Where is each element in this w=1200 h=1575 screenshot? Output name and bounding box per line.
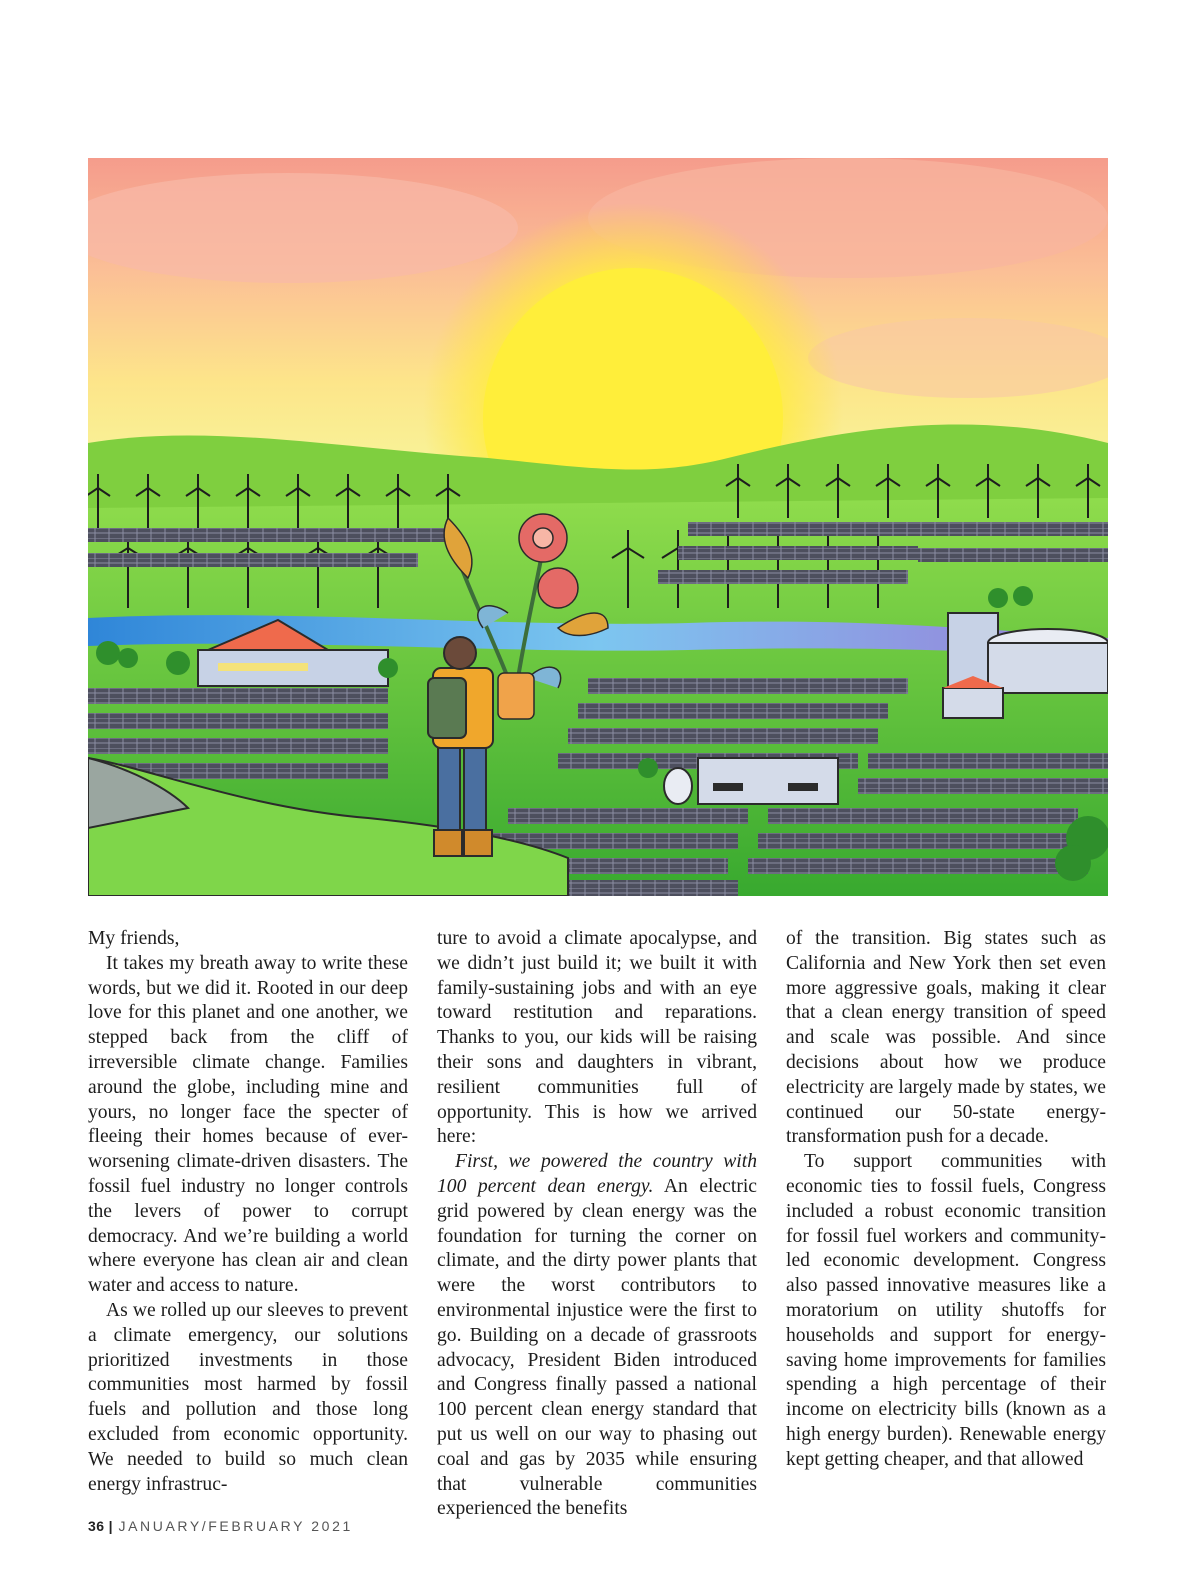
paragraph: ture to avoid a climate apocalypse, and we didn’t just build it; we built it with family-sustaining jobs and with an eye toward restitution and reparations. Thanks to you, our kids will be raising their sons and daughters in vibrant, resilient communities full of opportunity. This is how we arrived here: — [437, 928, 757, 1148]
paragraph-body: An electric grid powered by clean energy was the foundation for turning the corner on climate, and the dirty power plants that were the worst contributors to environmental injustice were the first to go. Building on a decade of grassroots advocacy, President Biden introduced and Congress finally passed a national 100 percent clean energy standard that put us well on our way to phasing out coal and gas by 2035 while ensuring that vulnerable communities experienced the benefits — [437, 1175, 757, 1520]
issue-date: JANUARY/FEBRUARY 2021 — [118, 1518, 353, 1534]
paragraph: As we rolled up our sleeves to prevent a climate emergency, our solutions prioritized investments in those communities most harmed by fossil fuels and pollution and those long excluded from economic opportunity. We needed to build so much clean energy infrastruc- — [88, 1299, 408, 1495]
folio-separator: | — [108, 1518, 113, 1534]
hero-illustration — [88, 158, 1108, 896]
article-column-1 — [88, 927, 408, 1497]
paragraph — [437, 1150, 757, 1522]
paragraph: To support communities with economic ties to fossil fuels, Congress included a robust economic transition for fossil fuel workers and community-led economic development. Congress also passed innovative measures like a moratorium on utility shutoffs for households and support for energy-saving home improvements for families spending a high percentage of their income on electricity bills (known as a high energy burden). Renewable energy kept getting cheaper, and that allowed — [786, 1151, 1106, 1470]
page-number: 36 — [88, 1518, 105, 1534]
article-column-3 — [786, 927, 1106, 1473]
paragraph: It takes my breath away to write these words, but we did it. Rooted in our deep love for this planet and one another, we stepped back from the cliff of irreversible climate change. Families around the globe, including mine and yours, no longer face the specter of fleeing their homes because of ever-worsening climate-driven disasters. The fossil fuel industry no longer controls the levers of power to corrupt democracy. And we’re building a world where everyone has clean air and clean water and access to nature. — [88, 952, 408, 1297]
article-column-2 — [437, 927, 757, 1522]
paragraph: of the transition. Big states such as California and New York then set even more aggressive goals, making it clear that a clean energy transition of speed and scale was possible. And since decisions about how we produce electricity are largely made by states, we continued our 50-state energy-transformation push for a decade. — [786, 928, 1106, 1148]
paragraph-lead-italic: First, we powered the country with 100 percent dean energy. — [437, 1151, 757, 1197]
salutation: My friends, — [88, 928, 180, 949]
page-footer — [88, 1518, 353, 1534]
